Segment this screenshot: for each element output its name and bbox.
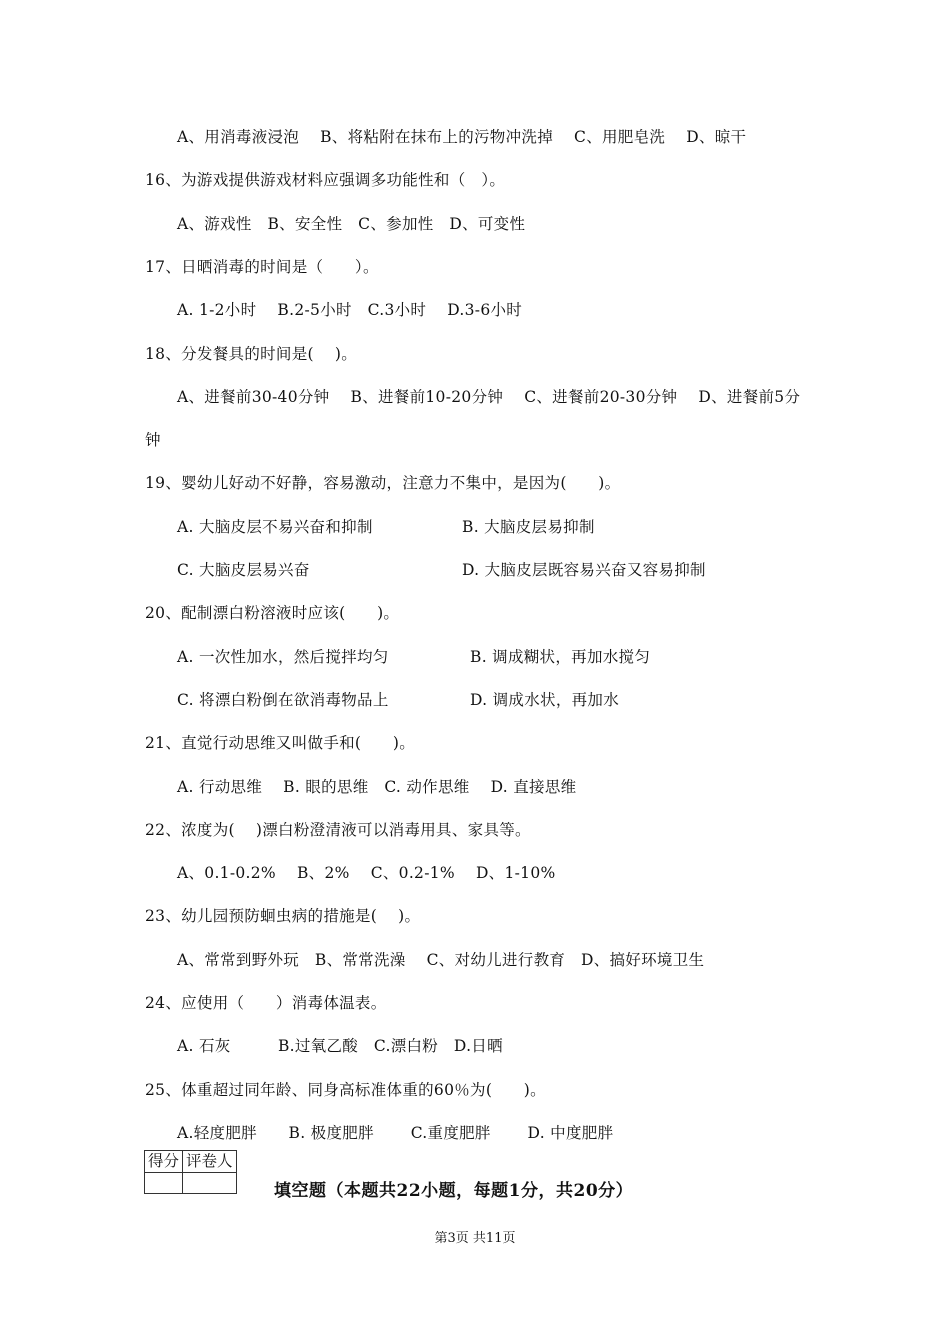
options-text: A、用消毒液浸泡 B、将粘附在抹布上的污物冲洗掉 C、用肥皂洗 D、晾干 — [177, 128, 747, 146]
option-right: D. 调成水状，再加水 — [470, 691, 620, 709]
grader-cell — [183, 1173, 237, 1194]
question-text: 22、浓度为( )漂白粉澄清液可以消毒用具、家具等。 — [145, 821, 531, 839]
option-left: A. 一次性加水，然后搅拌均匀 — [177, 648, 389, 666]
option-left: A. 大脑皮层不易兴奋和抑制 — [177, 518, 373, 536]
option-right: D. 大脑皮层既容易兴奋又容易抑制 — [462, 561, 706, 579]
question-text: 19、婴幼儿好动不好静，容易激动，注意力不集中，是因为( )。 — [145, 474, 621, 492]
options-text: A、0.1-0.2% B、2% C、0.2-1% D、1-10% — [177, 864, 556, 882]
question-text: 16、为游戏提供游戏材料应强调多功能性和（ ）。 — [145, 171, 506, 189]
option-right: B. 调成糊状，再加水搅匀 — [470, 648, 651, 666]
question-text: 17、日晒消毒的时间是（ ）。 — [145, 258, 379, 276]
options-text: A. 1-2小时 B.2-5小时 C.3小时 D.3-6小时 — [177, 301, 523, 319]
options-text: A、常常到野外玩 B、常常洗澡 C、对幼儿进行教育 D、搞好环境卫生 — [177, 951, 705, 969]
score-cell — [145, 1173, 183, 1194]
question-text: 23、幼儿园预防蛔虫病的措施是( )。 — [145, 907, 421, 925]
question-text: 25、体重超过同年龄、同身高标准体重的60％为( )。 — [145, 1081, 546, 1099]
question-text: 21、直觉行动思维又叫做手和( )。 — [145, 734, 416, 752]
grader-header: 评卷人 — [183, 1151, 237, 1173]
question-text: 钟 — [145, 431, 161, 449]
page-footer: 第3页 共11页 — [434, 1231, 516, 1246]
section-title: 填空题（本题共22小题，每题1分，共20分） — [274, 1181, 634, 1201]
score-table — [144, 1150, 237, 1194]
options-text: A、游戏性 B、安全性 C、参加性 D、可变性 — [177, 215, 526, 233]
question-text: 24、应使用（ ）消毒体温表。 — [145, 994, 387, 1012]
options-text: A. 石灰 B.过氧乙酸 C.漂白粉 D.日晒 — [177, 1037, 503, 1055]
options-text: A、进餐前30-40分钟 B、进餐前10-20分钟 C、进餐前20-30分钟 D、进餐前5分 — [177, 388, 801, 406]
question-text: 20、配制漂白粉溶液时应该( )。 — [145, 604, 400, 622]
score-header: 得分 — [145, 1151, 183, 1173]
options-text: A.轻度肥胖 B. 极度肥胖 C.重度肥胖 D. 中度肥胖 — [177, 1124, 614, 1142]
options-text: A. 行动思维 B. 眼的思维 C. 动作思维 D. 直接思维 — [177, 778, 577, 796]
option-right: B. 大脑皮层易抑制 — [462, 518, 595, 536]
option-left: C. 将漂白粉倒在欲消毒物品上 — [177, 691, 389, 709]
question-text: 18、分发餐具的时间是( )。 — [145, 345, 358, 363]
option-left: C. 大脑皮层易兴奋 — [177, 561, 310, 579]
